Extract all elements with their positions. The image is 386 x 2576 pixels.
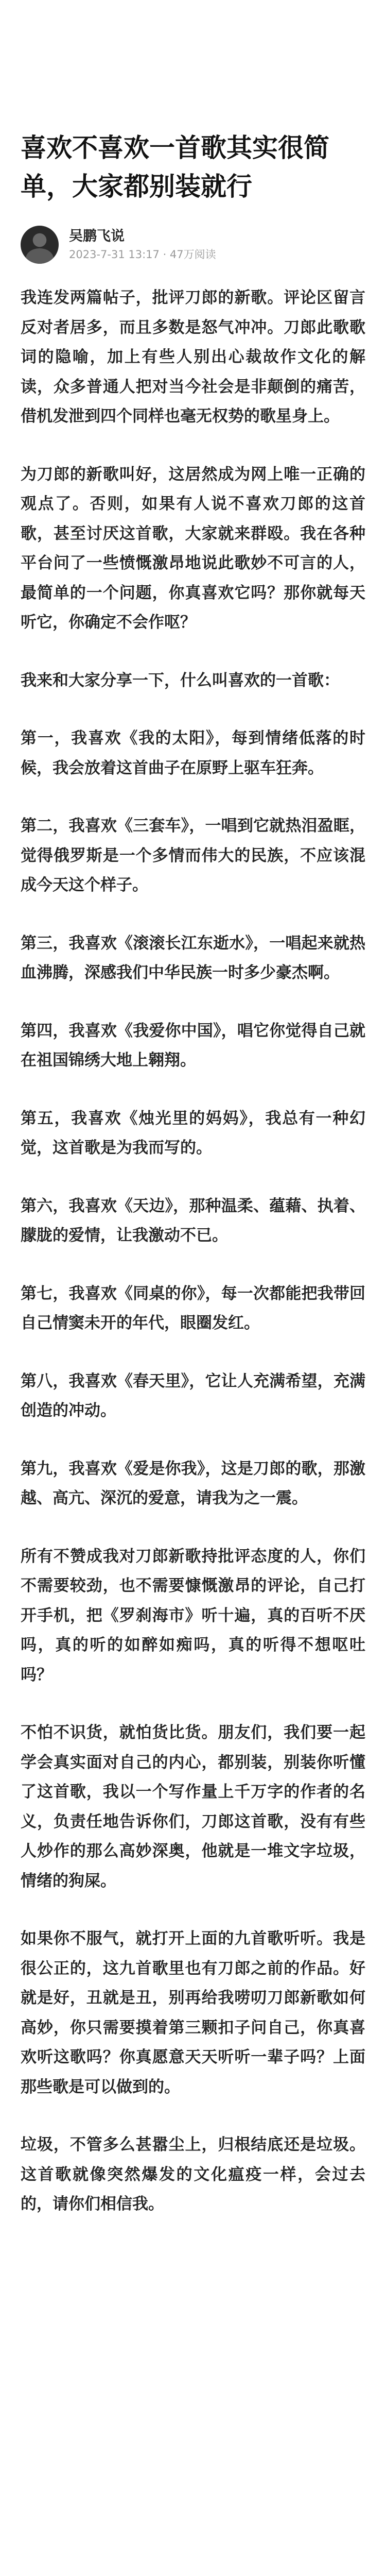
paragraph: 第一，我喜欢《我的太阳》，每到情绪低落的时候，我会放着这首曲子在原野上驱车狂奔。	[21, 729, 365, 777]
paragraph: 我连发两篇帖子，批评刀郎的新歌。评论区留言反对者居多，而且多数是怒气冲冲。刀郎此歌歌词的隐喻，加上有些人别出心裁故作文化的解读，众多普通人把对当今社会是非颠倒的痛苦，借机发泄到四个同样也毫无权势的歌星身上。	[21, 289, 365, 426]
publish-time: 2023-7-31 13:17	[69, 248, 160, 261]
paragraph: 为刀郎的新歌叫好，这居然成为网上唯一正确的观点了。否则，如果有人说不喜欢刀郎的这首歌，甚至讨厌这首歌，大家就来群殴。我在各种平台问了一些愤慨激昂地说此歌妙不可言的人，最简单的一个问题，你真喜欢它吗？那你就每天听它，你确定不会作呕？	[21, 465, 365, 632]
paragraph: 第三，我喜欢《滚滚长江东逝水》，一唱起来就热血沸腾，深感我们中华民族一时多少豪杰啊。	[21, 934, 365, 982]
paragraph: 所有不赞成我对刀郎新歌持批评态度的人，你们不需要较劲，也不需要慷慨激昂的评论，自己打开手机，把《罗刹海市》听十遍，真的百听不厌吗，真的听的如醉如痴吗，真的听得不想呕吐吗？	[21, 1547, 365, 1684]
paragraph: 我来和大家分享一下，什么叫喜欢的一首歌：	[21, 671, 340, 690]
paragraph: 第五，我喜欢《烛光里的妈妈》，我总有一种幻觉，这首歌是为我而写的。	[21, 1109, 365, 1157]
paragraph: 第二，我喜欢《三套车》，一唱到它就热泪盈眶，觉得俄罗斯是一个多情而伟大的民族，不应该混成今天这个样子。	[21, 817, 365, 894]
paragraph: 第八，我喜欢《春天里》，它让人充满希望，充满创造的冲动。	[21, 1371, 365, 1420]
article-title: 喜欢不喜欢一首歌其实很简单，大家都别装就行	[21, 133, 329, 201]
avatar[interactable]	[21, 226, 59, 264]
article-body	[21, 283, 365, 2219]
paragraph: 第九，我喜欢《爱是你我》，这是刀郎的歌，那激越、高亢、深沉的爱意，请我为之一震。	[21, 1459, 365, 1507]
paragraph: 不怕不识货，就怕货比货。朋友们，我们要一起学会真实面对自己的内心，都别装，别装你听懂了这首歌，我以一个写作量上千万字的作者的名义，负责任地告诉你们，刀郎这首歌，没有有些人炒作的那么高妙深奥，他就是一堆文字垃圾，情绪的狗屎。	[21, 1723, 365, 1890]
paragraph: 第六，我喜欢《天边》，那种温柔、蕴藉、执着、朦胧的爱情，让我激动不已。	[21, 1196, 365, 1245]
meta-separator: ·	[163, 248, 170, 261]
paragraph: 如果你不服气，就打开上面的九首歌听听。我是很公正的，这九首歌里也有刀郎之前的作品。好就是好，丑就是丑，别再给我唠叨刀郎新歌如何高妙，你只需要摸着第三颗扣子问自己，你真喜欢听这歌吗？你真愿意天天听听一辈子吗？上面那些歌是可以做到的。	[21, 1929, 365, 2096]
paragraph: 第七，我喜欢《同桌的你》，每一次都能把我带回自己情窦未开的年代，眼圈发红。	[21, 1284, 365, 1332]
author-name[interactable]: 吴鹏飞说	[69, 228, 125, 244]
author-info	[69, 227, 216, 263]
publish-meta	[69, 246, 216, 263]
read-count: 47万阅读	[169, 248, 216, 261]
paragraph: 第四，我喜欢《我爱你中国》，唱它你觉得自己就在祖国锦绣大地上翱翔。	[21, 1021, 365, 1070]
paragraph: 垃圾，不管多么甚嚣尘上，归根结底还是垃圾。这首歌就像突然爆发的文化瘟疫一样，会过去的，请你们相信我。	[21, 2136, 365, 2213]
author-bar	[21, 226, 365, 264]
